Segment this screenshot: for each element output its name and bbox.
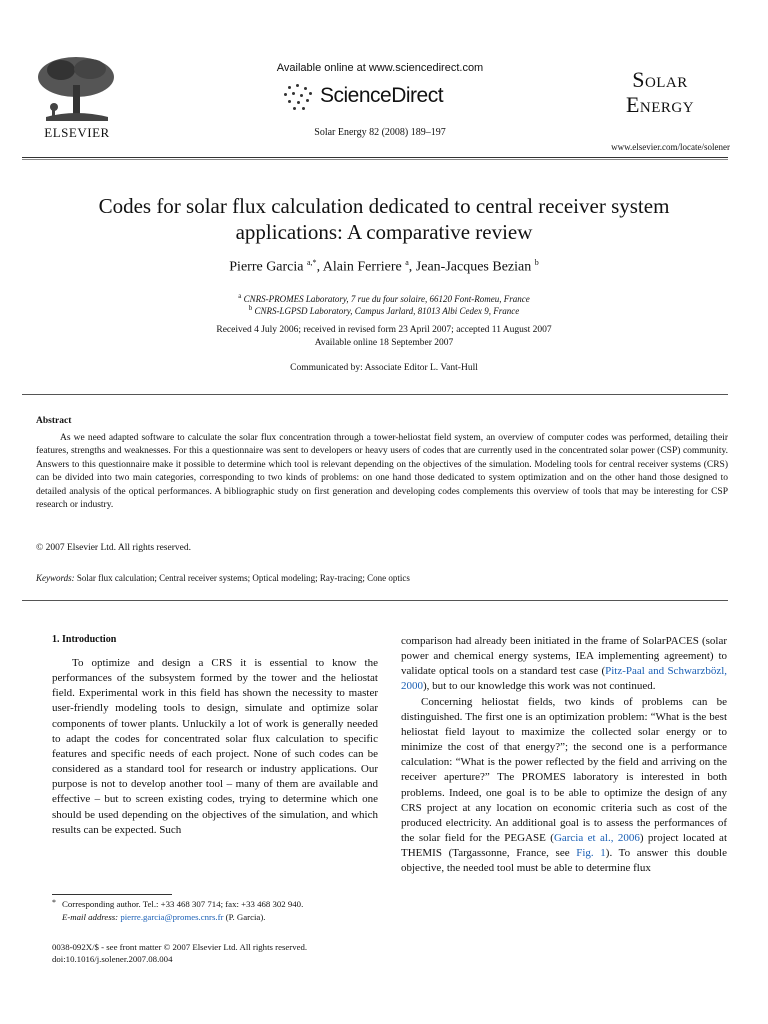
keywords (36, 573, 728, 583)
corresponding-author: Corresponding author. Tel.: +33 468 307 714; fax: +33 468 302 940. (62, 899, 304, 909)
sciencedirect-wordmark: ScienceDirect (320, 84, 444, 107)
article-history (60, 324, 708, 350)
journal-logo (590, 67, 730, 117)
front-matter (52, 941, 392, 965)
journal-reference: Solar Energy 82 (2008) 189–197 (314, 127, 446, 138)
elsevier-logo (22, 55, 132, 145)
affiliation-a: $^a$ CNRS-PROMES Laboratory, 7 rue du four solaire, 66120 Font-Romeu, France (238, 292, 530, 304)
section-heading: 1. Introduction (52, 634, 117, 645)
right-column (401, 634, 727, 877)
abstract-copyright: © 2007 Elsevier Ltd. All rights reserved. (36, 543, 191, 553)
available-date: Available online 18 September 2007 (314, 338, 454, 348)
issn-line: 0038-092X/$ - see front matter © 2007 Elsevier Ltd. All rights reserved. (52, 942, 308, 952)
article-title: Codes for solar flux calculation dedicated to central receiver system applications: A comparative review (98, 194, 670, 244)
abstract-divider (22, 394, 728, 395)
author-sup: a,* (307, 258, 317, 267)
body-paragraph: comparison had already been initiated in the frame of SolarPACES (solar power and chemical energy systems, IEA implementing agreement) to validate optical tools on a standard test case (Pitz-Paal and Schwarzbözl, 2000), but to our knowledge this work was not continued. (401, 635, 728, 693)
sciencedirect-logo[interactable] (278, 80, 478, 114)
author-list: Pierre Garcia $^{a,*}$, Alain Ferriere $^a$, Jean-Jacques Bezian $^b$ (229, 258, 539, 275)
email-label: E-mail address: (62, 912, 119, 922)
author-name: Pierre Garcia (229, 259, 304, 275)
header-divider-thin (22, 159, 728, 160)
journal-name-line2: Energy (625, 92, 695, 117)
affiliation-b: $^b$ CNRS-LGPSD Laboratory, Campus Jarlard, 81013 Albi Cedex 9, France (248, 304, 520, 316)
author-sup: b (534, 258, 539, 267)
body-paragraph: Concerning heliostat fields, two kinds of problems can be distinguished. The first one is an optimization problem: “What is the best heliostat field layout to maximize the collected solar energy or to minimize the cost of that energy?”; the second one is a performance calculation: “What is the power reflected by the field and arriving on the receiver aperture?” The PROMES laboratory is interested in both problems. Indeed, one goal is to be able to optimize the design of any CRS project at any location on economic criteria such as cost of the produced electricity. An additional goal is to assess the performances of the solar field for the PEGASE (Garcia et al., 2006) project located at THEMIS (Targassonne, France, see Fig. 1). To answer this double objective, the needed tool must be able to determine flux (401, 695, 727, 875)
author-name: Jean-Jacques Bezian (415, 259, 532, 275)
intro-paragraph: To optimize and design a CRS it is essential to know the performances of the subsystem formed by the tower and the heliostat field. Experimental work in this field has shown the necessity to master user-friendly modeling tools to design, simulate and optimize solar components of tower plants. Unluckily a lot of work is generally needed to adapt the codes for concentrated solar flux calculation to specific features and specific needs of each project. None of such codes can be considered as a standard tool for research or industry applications. Our purpose is not to develop another tool – many of them are available and effective – but to screen existing codes, trying to determine which one should be used depending on the objectives of the simulation, and which results can be expected. Such (52, 657, 378, 836)
footnote (52, 898, 378, 924)
citation-link[interactable]: Pitz-Paal and Schwarzbözl, 2000 (401, 665, 728, 693)
header-divider (22, 157, 728, 158)
available-online-text[interactable]: Available online at www.sciencedirect.com (276, 62, 484, 74)
keywords-list: Solar flux calculation; Central receiver systems; Optical modeling; Ray-tracing; Cone optics (76, 573, 410, 583)
abstract-text: As we need adapted software to calculate the solar flux concentration through a tower-heliostat field system, an overview of computer codes was performed, detailing their features, strengths and weaknesses. For this a questionnaire was sent to developers or heavy users of codes that are currently used in the concentrated solar power (CSP) community. Answers to this questionnaire make it possible to determine which tool is relevant depending on the objectives of the simulation. Modeling tools for central receiver systems (CRS) can be divided into two main categories, corresponding to two kinds of problems: on one hand those dedicated to system optimization and on the other hand those designed to detailed analysis of the optical performances. A bibliographic study on first generation and developing codes complements this overview of tools that may be interesting for CSP research or industry. (36, 433, 728, 511)
received-dates: Received 4 July 2006; received in revised form 23 April 2007; accepted 11 August 2007 (216, 325, 552, 335)
left-column (52, 634, 378, 838)
doi-line[interactable]: doi:10.1016/j.solener.2007.08.004 (52, 954, 173, 964)
footnote-divider (52, 894, 172, 895)
journal-name-line1: Solar (632, 67, 688, 92)
citation-link[interactable]: Garcia et al., 2006 (553, 832, 640, 845)
journal-url[interactable]: www.elsevier.com/locate/solener (611, 142, 730, 152)
author-name: Alain Ferriere (322, 259, 402, 275)
email-link[interactable]: pierre.garcia@promes.cnrs.fr (120, 912, 224, 922)
email-suffix: (P. Garcia). (225, 912, 266, 922)
abstract-heading: Abstract (36, 416, 72, 426)
elsevier-tree-icon (26, 55, 126, 123)
keywords-divider (22, 600, 728, 601)
author-sup: a (405, 258, 409, 267)
sciencedirect-dots-icon (278, 82, 318, 112)
figure-link[interactable]: Fig. 1 (576, 847, 606, 860)
keywords-label: Keywords: (36, 573, 75, 583)
footnote-marker: * (52, 898, 56, 907)
publisher-name: ELSEVIER (44, 125, 110, 140)
communicated-by: Communicated by: Associate Editor L. Vant-Hull (290, 363, 478, 373)
